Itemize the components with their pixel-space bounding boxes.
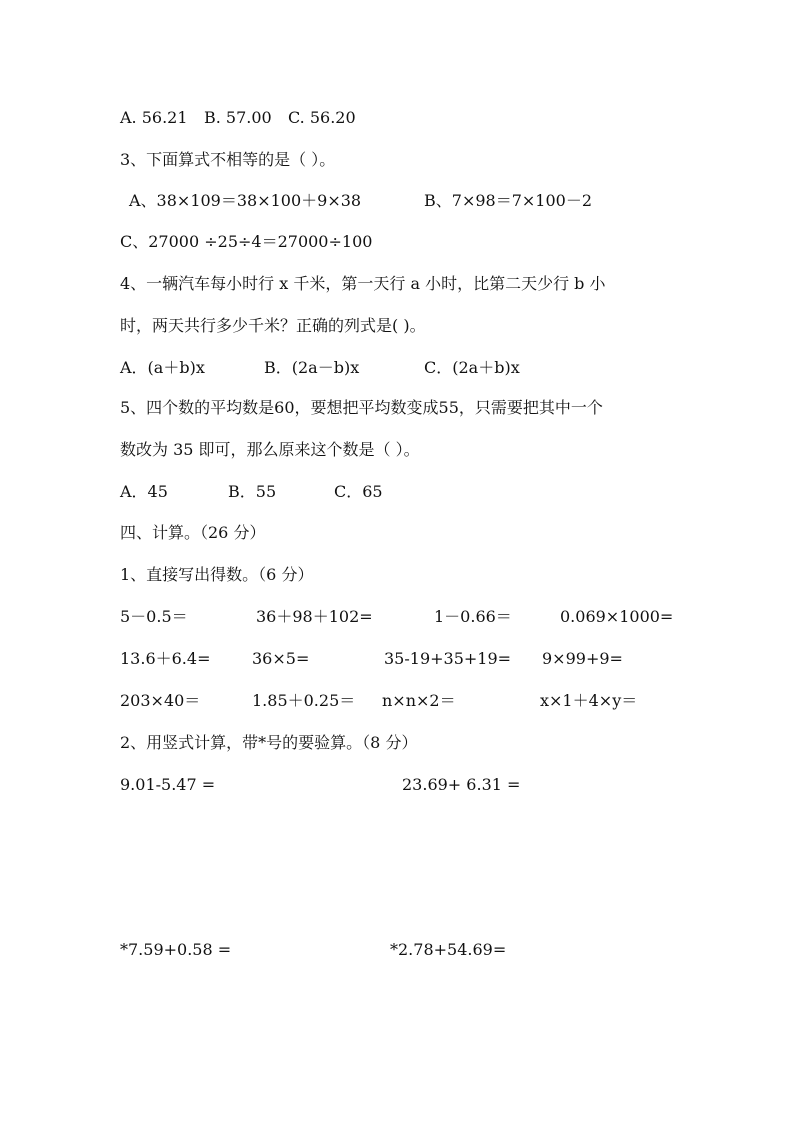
calc2-problem-2: 23.69+ 6.31 = bbox=[402, 775, 521, 794]
calc1-r3-c4: x×1＋4×y＝ bbox=[540, 691, 638, 710]
calc1-r2-c4: 9×99+9= bbox=[542, 649, 623, 668]
calc2-title: 2、用竖式计算，带*号的要验算。（8 分） bbox=[120, 733, 418, 752]
calc1-title: 1、直接写出得数。（6 分） bbox=[120, 565, 314, 584]
q4-stem-line2: 时，两天共行多少千米？正确的列式是( )。 bbox=[120, 316, 426, 335]
q3-option-b: B、7×98＝7×100－2 bbox=[424, 191, 593, 210]
q5-option-b: B．55 bbox=[228, 482, 277, 501]
calc1-r3-c2: 1.85＋0.25＝ bbox=[252, 691, 356, 710]
q5-stem-line2: 数改为 35 即可，那么原来这个数是（ ）。 bbox=[120, 440, 420, 459]
calc2-problem-1: 9.01-5.47 = bbox=[120, 775, 216, 794]
calc1-r3-c3: n×n×2＝ bbox=[382, 691, 456, 710]
q5-stem-line1: 5、四个数的平均数是60，要想把平均数变成55，只需要把其中一个 bbox=[120, 398, 603, 417]
calc1-r3-c1: 203×40＝ bbox=[120, 691, 201, 710]
q3-stem: 3、下面算式不相等的是（ ）。 bbox=[120, 150, 336, 169]
q4-option-a: A．(a＋b)x bbox=[120, 358, 205, 377]
calc2-problem-3: *7.59+0.58 = bbox=[120, 940, 232, 959]
q3-option-a: A、38×109＝38×100＋9×38 bbox=[129, 191, 362, 210]
q2-option-a: A. 56.21 bbox=[120, 108, 188, 127]
q3-option-c: C、27000 ÷25÷4＝27000÷100 bbox=[120, 232, 373, 251]
calc1-r2-c2: 36×5= bbox=[252, 649, 310, 668]
calc1-r1-c4: 0.069×1000= bbox=[560, 607, 674, 626]
calc1-r1-c2: 36＋98＋102= bbox=[256, 607, 373, 626]
q4-option-c: C．(2a＋b)x bbox=[424, 358, 520, 377]
q2-option-c: C. 56.20 bbox=[288, 108, 356, 127]
calc1-r1-c1: 5－0.5＝ bbox=[120, 607, 188, 626]
q4-option-b: B．(2a－b)x bbox=[264, 358, 360, 377]
q5-option-a: A．45 bbox=[120, 482, 168, 501]
q5-option-c: C．65 bbox=[334, 482, 383, 501]
q4-stem-line1: 4、一辆汽车每小时行 x 千米，第一天行 a 小时，比第二天少行 b 小 bbox=[120, 274, 606, 293]
calc1-r1-c3: 1－0.66＝ bbox=[434, 607, 512, 626]
calc1-r2-c3: 35-19+35+19= bbox=[384, 649, 512, 668]
calc2-problem-4: *2.78+54.69= bbox=[390, 940, 507, 959]
q2-option-b: B. 57.00 bbox=[204, 108, 272, 127]
section-4-title: 四、计算。（26 分） bbox=[120, 523, 266, 542]
calc1-r2-c1: 13.6＋6.4= bbox=[120, 649, 211, 668]
